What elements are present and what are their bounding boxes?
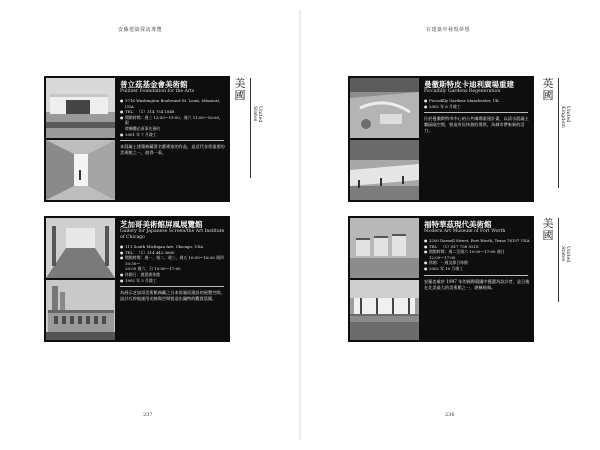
address: Piccadilly Gardens Manchester, UK (429, 98, 499, 103)
bullet-icon: ● (120, 244, 124, 249)
bullet-icon: ● (120, 131, 124, 137)
divider (558, 78, 559, 188)
divider (120, 140, 224, 141)
bullet-icon: ● (424, 260, 428, 266)
bullet-icon: ● (120, 255, 124, 261)
country-tab (542, 217, 570, 263)
country-name: 英國 (542, 77, 554, 102)
museum-aerial-photo (350, 218, 419, 278)
left-page (0, 0, 296, 450)
closed-days: 休館日：感恩節休館 (125, 271, 161, 277)
building-interior-photo (46, 140, 115, 200)
country-tab (234, 77, 262, 123)
description: 為展示芝加哥美術館典藏之日本屏風而建設的展覽空間，設計巧妙地運用光線與空間營造出獨特的觀賞氛圍。 (120, 290, 225, 302)
address: 111 South Michigan Ave. Chicago, USA (125, 244, 204, 249)
museum-pond-photo (350, 280, 419, 340)
museum-card (44, 76, 230, 202)
museum-title-en: Gallery for Japanese Screen/the Art Institute of Chicago (120, 229, 225, 240)
divider (424, 275, 528, 276)
bullet-icon: ● (424, 238, 428, 243)
address: 3716 Washington Boulevard St. Louis, Missouri, USA (125, 98, 221, 109)
page-number: 237 (143, 412, 153, 418)
running-header: 在建築中發現夢想 (426, 27, 471, 33)
museum-title: 芝加哥美術館屏風展覽館 (120, 220, 203, 229)
museum-card (348, 76, 534, 202)
bullet-icon: ● (424, 103, 428, 109)
country-name-en: United Kingdom (560, 106, 570, 128)
opening-hours-cont: 12:00～17:00 (429, 254, 456, 260)
description: 安藤忠雄於 1997 年的國際競圖中獲選為設計者，是日後在北美最大的美術館之一，堪稱經典。 (424, 278, 530, 290)
opening-hours: 開館時間：週二至週六 10:00～17:00 週日 (429, 249, 505, 255)
country-name: 美國 (542, 217, 554, 242)
opening-hours: 開館時間：週一、週二、週三、週五 10:30～16:30 週四 10:30～ (125, 255, 224, 266)
bullet-icon: ● (120, 109, 124, 115)
bullet-icon: ● (120, 271, 124, 277)
bullet-icon: ● (120, 114, 124, 120)
building-exterior-photo (46, 78, 115, 138)
museum-title: 曼徹斯特皮卡迪利廣場重建 (424, 80, 514, 89)
country-name-en: United States (252, 106, 262, 123)
divider (424, 112, 528, 113)
divider (120, 286, 224, 287)
museum-title: 普立茲基金會美術館 (120, 80, 188, 89)
book-gutter (298, 10, 302, 440)
completion-year: 2002 年 6 月竣工 (429, 103, 461, 109)
bullet-icon: ● (120, 98, 124, 103)
museum-card (44, 216, 230, 342)
closed-days: 休館：一週及節日休館 (429, 260, 468, 266)
museum-title-en: Piccadilly Gardens Regeneration (424, 89, 501, 94)
gallery-interior-photo (46, 218, 115, 278)
right-page (304, 0, 600, 450)
completion-year: 2001 年 7 月竣工 (125, 131, 157, 137)
divider (250, 78, 251, 178)
opening-hours: 開館時間：週三 13:00～19:00，週六 11:00～16:00，限 (125, 114, 223, 126)
bullet-icon: ● (424, 98, 428, 103)
telephone: TEL：（1）817 738 9215 (429, 243, 479, 249)
museum-title-en: Pulitzer Foundation for the Arts (120, 89, 195, 94)
description: 本混凝土建築典藏著名藝術家的作品，是近代非常重要的美術館之一，值得一看。 (120, 144, 225, 156)
opening-hours-cont: 20:00 週六、日 10:00～17:00 (125, 266, 181, 272)
country-name-en: United States (560, 246, 570, 263)
bullet-icon: ● (120, 249, 124, 255)
opening-hours-cont: 時團體必須事先預約 (125, 125, 161, 131)
telephone: TEL：（1）314 754 1848 (125, 109, 175, 115)
page-number: 236 (445, 412, 455, 418)
bullet-icon: ● (424, 243, 428, 249)
bullet-icon: ● (424, 249, 428, 255)
plaza-wall-photo (350, 140, 419, 200)
country-name: 美國 (234, 77, 246, 102)
museum-card (348, 216, 534, 342)
bullet-icon: ● (424, 265, 428, 271)
completion-year: 2002 年 10 月竣工 (429, 265, 464, 271)
plaza-aerial-photo (350, 78, 419, 138)
bullet-icon: ● (120, 277, 124, 283)
completion-year: 1992 年 5 月竣工 (125, 277, 157, 283)
running-header: 安藤建築探訪導覽 (118, 27, 163, 33)
address: 3200 Darnell Street, Fort Worth, Texas 76107 USA (429, 238, 530, 243)
telephone: TEL：（1）314 443 3600 (125, 249, 175, 255)
museum-title-en: Modern Art Museum of Fort Worth (424, 229, 506, 234)
divider (558, 218, 559, 302)
city-building-photo (46, 280, 115, 340)
museum-title: 福特華茲現代美術館 (424, 220, 492, 229)
country-tab (542, 77, 570, 128)
description: 位於曼徹斯特市中心的公共廣場重建計畫，以清水混凝土牆區隔空間，營造市民休憩的場所，為城市帶來新的活力。 (424, 116, 529, 134)
